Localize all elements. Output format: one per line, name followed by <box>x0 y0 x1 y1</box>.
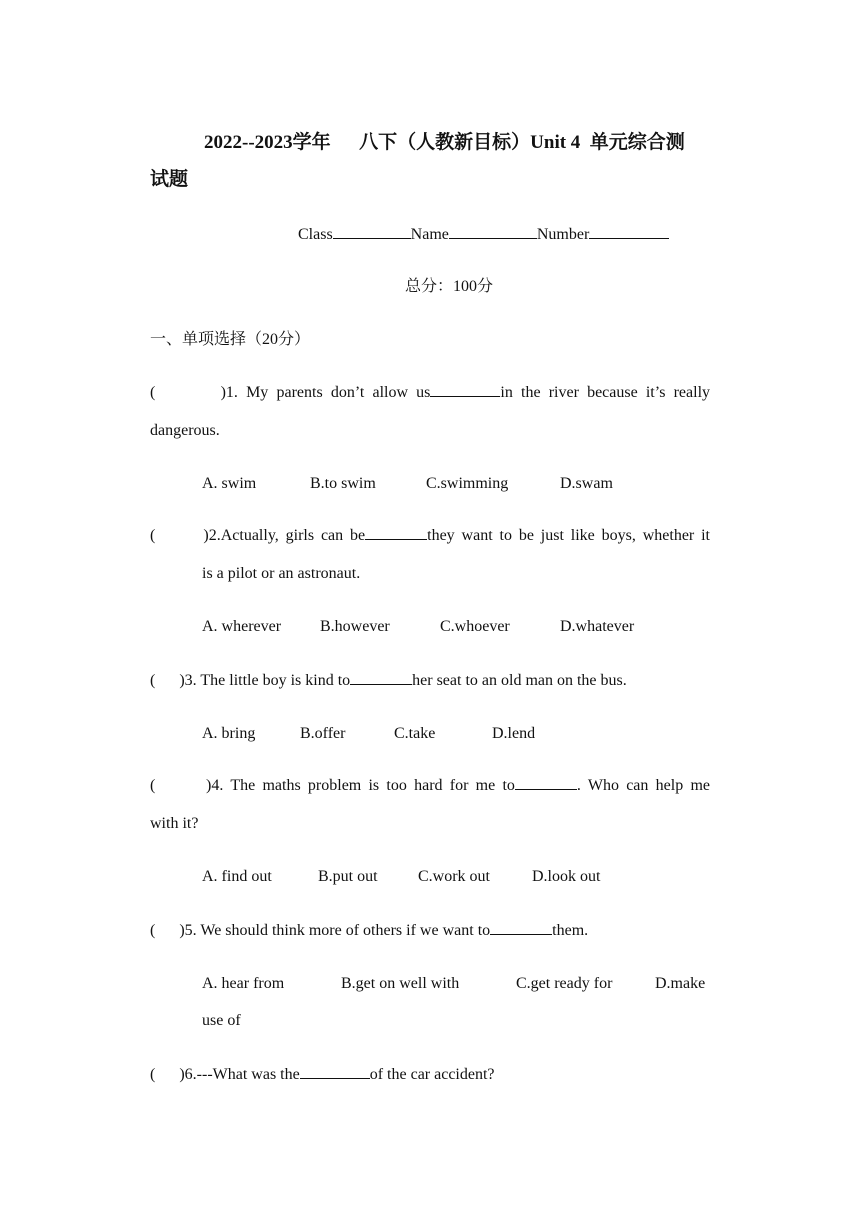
section-heading: 一、单项选择（20分） <box>150 331 311 348</box>
student-info-line <box>298 224 669 245</box>
option-d[interactable]: D.look out <box>532 868 601 885</box>
option-d[interactable]: D.swam <box>560 475 613 492</box>
answer-blank[interactable] <box>515 775 577 790</box>
question-4: ( )4. The maths problem is too hard for me to . Who can help me <box>150 777 710 794</box>
option-a[interactable]: A. bring <box>202 725 256 742</box>
option-b[interactable]: B.get on well with <box>341 975 460 992</box>
document-title-line1: 2022--2023学年 八下（人教新目标）Unit 4 单元综合测 <box>204 132 685 153</box>
answer-blank[interactable] <box>490 920 552 935</box>
option-a[interactable]: A. hear from <box>202 975 285 992</box>
question-6: ( )6.---What was the of the car accident? <box>150 1066 495 1083</box>
number-label: Number <box>536 226 590 243</box>
answer-blank[interactable] <box>365 525 427 540</box>
option-d[interactable]: D.whatever <box>560 618 635 635</box>
answer-paren[interactable]: ( ) <box>150 527 209 544</box>
name-blank[interactable] <box>449 224 537 239</box>
answer-paren[interactable]: ( ) <box>150 922 185 939</box>
option-d[interactable]: D.make <box>655 975 706 992</box>
option-c[interactable]: C.whoever <box>440 618 510 635</box>
option-b[interactable]: B.offer <box>300 725 346 742</box>
question-4-continued: with it? <box>150 815 199 832</box>
document-title-line2: 试题 <box>150 169 189 190</box>
question-2-continued: is a pilot or an astronaut. <box>202 565 361 582</box>
answer-blank[interactable] <box>300 1064 370 1079</box>
option-c[interactable]: C.take <box>394 725 436 742</box>
answer-blank[interactable] <box>430 382 500 397</box>
option-b[interactable]: B.however <box>320 618 390 635</box>
answer-paren[interactable]: ( ) <box>150 672 185 689</box>
option-a[interactable]: A. find out <box>202 868 272 885</box>
question-5-options-continued: use of <box>202 1012 241 1029</box>
question-5: ( )5. We should think more of others if we want to them. <box>150 922 589 939</box>
question-1: ( )1. My parents don’t allow us in the river because it’s really <box>150 384 711 401</box>
number-blank[interactable] <box>589 224 669 239</box>
answer-paren[interactable]: ( ) <box>150 384 226 401</box>
question-5-options <box>202 974 710 994</box>
answer-paren[interactable]: ( ) <box>150 1066 185 1083</box>
name-label: Name <box>410 226 449 243</box>
question-1-continued: dangerous. <box>150 422 220 439</box>
option-c[interactable]: C.swimming <box>426 475 509 492</box>
option-c[interactable]: C.work out <box>418 868 490 885</box>
option-b[interactable]: B.to swim <box>310 475 376 492</box>
question-2: ( )2.Actually, girls can be they want to be just like boys, whether it <box>150 527 711 544</box>
option-a[interactable]: A. wherever <box>202 618 282 635</box>
class-label: Class <box>298 226 333 243</box>
question-3: ( )3. The little boy is kind to her seat to an old man on the bus. <box>150 672 627 689</box>
total-score: 总分：100分 <box>405 278 494 295</box>
answer-blank[interactable] <box>350 670 412 685</box>
class-blank[interactable] <box>333 224 411 239</box>
answer-paren[interactable]: ( ) <box>150 777 212 794</box>
option-c[interactable]: C.get ready for <box>516 975 613 992</box>
option-a[interactable]: A. swim <box>202 475 257 492</box>
option-d[interactable]: D.lend <box>492 725 536 742</box>
option-b[interactable]: B.put out <box>318 868 378 885</box>
